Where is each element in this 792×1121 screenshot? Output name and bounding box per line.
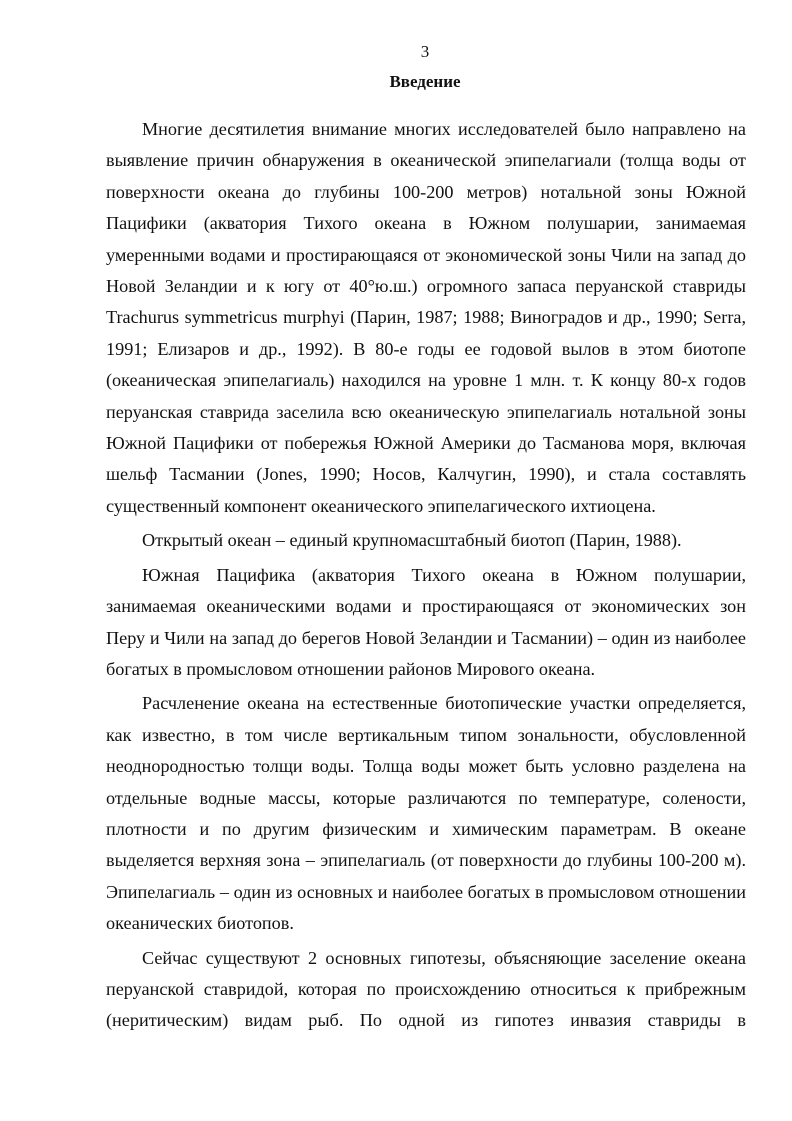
paragraph-3: Южная Пацифика (акватория Тихого океана в Южном полушарии, занимаемая океаническими водами и простирающаяся от экономических зон Перу и Чили на запад до берегов Новой Зеландии и Тасмании) – один из наиболее богатых в промысловом отношении районов Мирового океана. bbox=[106, 564, 746, 679]
body-text bbox=[106, 114, 746, 1037]
section-heading: Введение bbox=[389, 72, 461, 91]
paragraph-1: Многие десятилетия внимание многих исследователей было направлено на выявление причин обнаружения в океанической эпипелагиали (толща воды от поверхности океана до глубины 100-200 метров) нотальной зоны Южной Пацифики (акватория Тихого океана в Южном полушарии, занимаемая умеренными водами и простирающаяся от экономической зоны Чили на запад до Новой Зеландии и к югу от 40°ю.ш.) огромного запаса перуанской ставриды Trachurus symmetricus murphyi (Парин, 1987; 1988; Виноградов и др., 1990; Serra, 1991; Елизаров и др., 1992). В 80-е годы ее годовой вылов в этом биотопе (океаническая эпипелагиаль) находился на уровне 1 млн. т. К концу 80-х годов перуанская ставрида заселила всю океаническую эпипелагиаль нотальной зоны Южной Пацифики от побережья Южной Америки до Тасманова моря, включая шельф Тасмании (Jones, 1990; Носов, Калчугин, 1990), и стала составлять существенный компонент океанического эпипелагического ихтиоцена. bbox=[106, 119, 746, 516]
paragraph-4: Расчленение океана на естественные биотопические участки определяется, как известно, в том числе вертикальным типом зональности, обусловленной неоднородностью толщи воды. Толща воды может быть условно разделена на отдельные водные массы, которые различаются по температуре, солености, плотности и по другим физическим и химическим параметрам. В океане выделяется верхняя зона – эпипелагиаль (от поверхности до глубины 100-200 м). Эпипелагиаль – один из основных и наиболее богатых в промысловом отношении океанических биотопов. bbox=[106, 693, 746, 934]
paragraph-5: Сейчас существуют 2 основных гипотезы, объясняющие заселение океана перуанской ставридой, которая по происхождению относиться к прибрежным (неритическим) видам рыб. По одной из гипотез инвазия ставриды в bbox=[106, 947, 746, 1031]
paragraph-2: Открытый океан – единый крупномасштабный биотоп (Парин, 1988). bbox=[142, 530, 682, 551]
page-number: 3 bbox=[420, 42, 430, 61]
